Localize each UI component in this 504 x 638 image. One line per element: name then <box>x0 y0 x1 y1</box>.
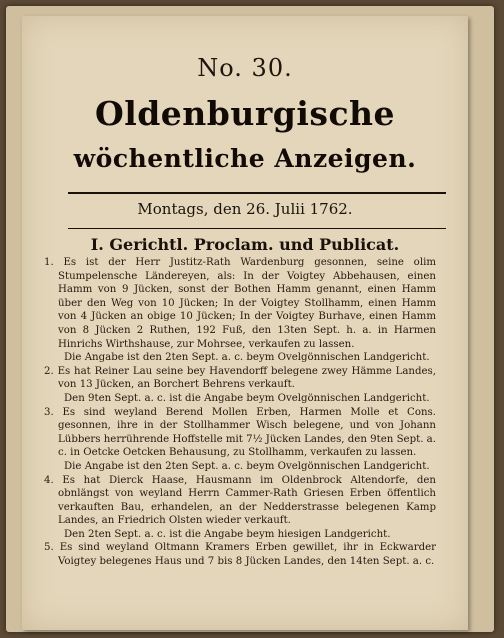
entry-text: Es sind weyland Oltmann Kramers Erben gewillet, ihr in Eckwarder Voigtey belegenes Haus und 7 bis 8 Jücken Landes, den 14ten Sept. a. c. <box>58 542 436 568</box>
entry-text: Es sind weyland Berend Mollen Erben, Harmen Molle et Cons. gesonnen, ihre in der Stollhammer Wisch belegene, und von Johann Lübbers herrührende Hoffstelle mit 7½ Jücken Landes, den 9ten Sept. a. c. in Oetcke Oetcken Behausung, zu Stollhamm, verkaufen zu lassen. <box>58 406 436 459</box>
masthead-title-line1: Oldenburgische <box>94 94 396 133</box>
entry-number: 4. <box>44 474 54 486</box>
notice-entry <box>44 365 436 406</box>
entry-note: Den 2ten Sept. a. c. ist die Angabe beym hiesigen Landgericht. <box>64 528 391 540</box>
section-heading: I. Gerichtl. Proclam. und Publicat. <box>90 235 400 254</box>
newspaper-page <box>22 16 468 630</box>
notices-body <box>44 256 436 569</box>
entry-number: 3. <box>44 406 54 418</box>
entry-note: Den 9ten Sept. a. c. ist die Angabe beym Ovelgönnischen Landgericht. <box>64 392 430 404</box>
entry-text: Es hat Reiner Lau seine bey Havendorff belegene zwey Hämme Landes, von 13 Jücken, an Borchert Behrens verkauft. <box>57 365 436 391</box>
entry-note: Die Angabe ist den 2ten Sept. a. c. beym Ovelgönnischen Landgericht. <box>64 352 430 364</box>
entry-number: 5. <box>44 542 54 554</box>
notice-entry <box>44 474 436 542</box>
entry-number: 2. <box>44 365 54 377</box>
entry-text: Es hat Dierck Haase, Hausmann im Oldenbrock Altendorfe, den obnlängst von weyland Herrn Cammer-Rath Griesen Erben öffentlich verkauften Bau, erhandelen, an der Nedderstrasse belegenen Kamp Landes, an Friedrich Olsten wieder verkauft. <box>58 474 436 527</box>
notice-entry <box>44 256 436 365</box>
masthead-title-line2: wöchentliche Anzeigen. <box>73 144 417 173</box>
header-rule-bottom <box>68 228 446 229</box>
notice-entry <box>44 541 436 568</box>
notice-entry <box>44 406 436 474</box>
issue-date: Montags, den 26. Julii 1762. <box>137 200 353 218</box>
issue-number: No. 30. <box>197 54 293 82</box>
entry-number: 1. <box>44 257 54 268</box>
entry-note: Die Angabe ist den 2ten Sept. a. c. beym Ovelgönnischen Landgericht. <box>64 460 430 472</box>
page-background <box>6 6 494 632</box>
entry-text: Es ist der Herr Justitz-Rath Wardenburg gesonnen, seine olim Stumpelensche Ländereyen, als: In der Voigtey Abbehausen, einen Hamm von 9 Jücken, sonst der Bothen Hamm genannt, einen Hamm über den Weg von 10 Jücken; In der Voigtey Stollhamm, einen Hamm von 4 Jücken an obige 10 Jücken; In der Voigtey Burhave, einen Hamm von 8 Jücken 2 Ruthen, 192 Fuß, den 13ten Sept. h. a. in Harmen Hinrichs Wirthshause, zur Mohrsee, verkaufen zu lassen. <box>58 257 436 350</box>
header-rule-top <box>68 192 446 194</box>
